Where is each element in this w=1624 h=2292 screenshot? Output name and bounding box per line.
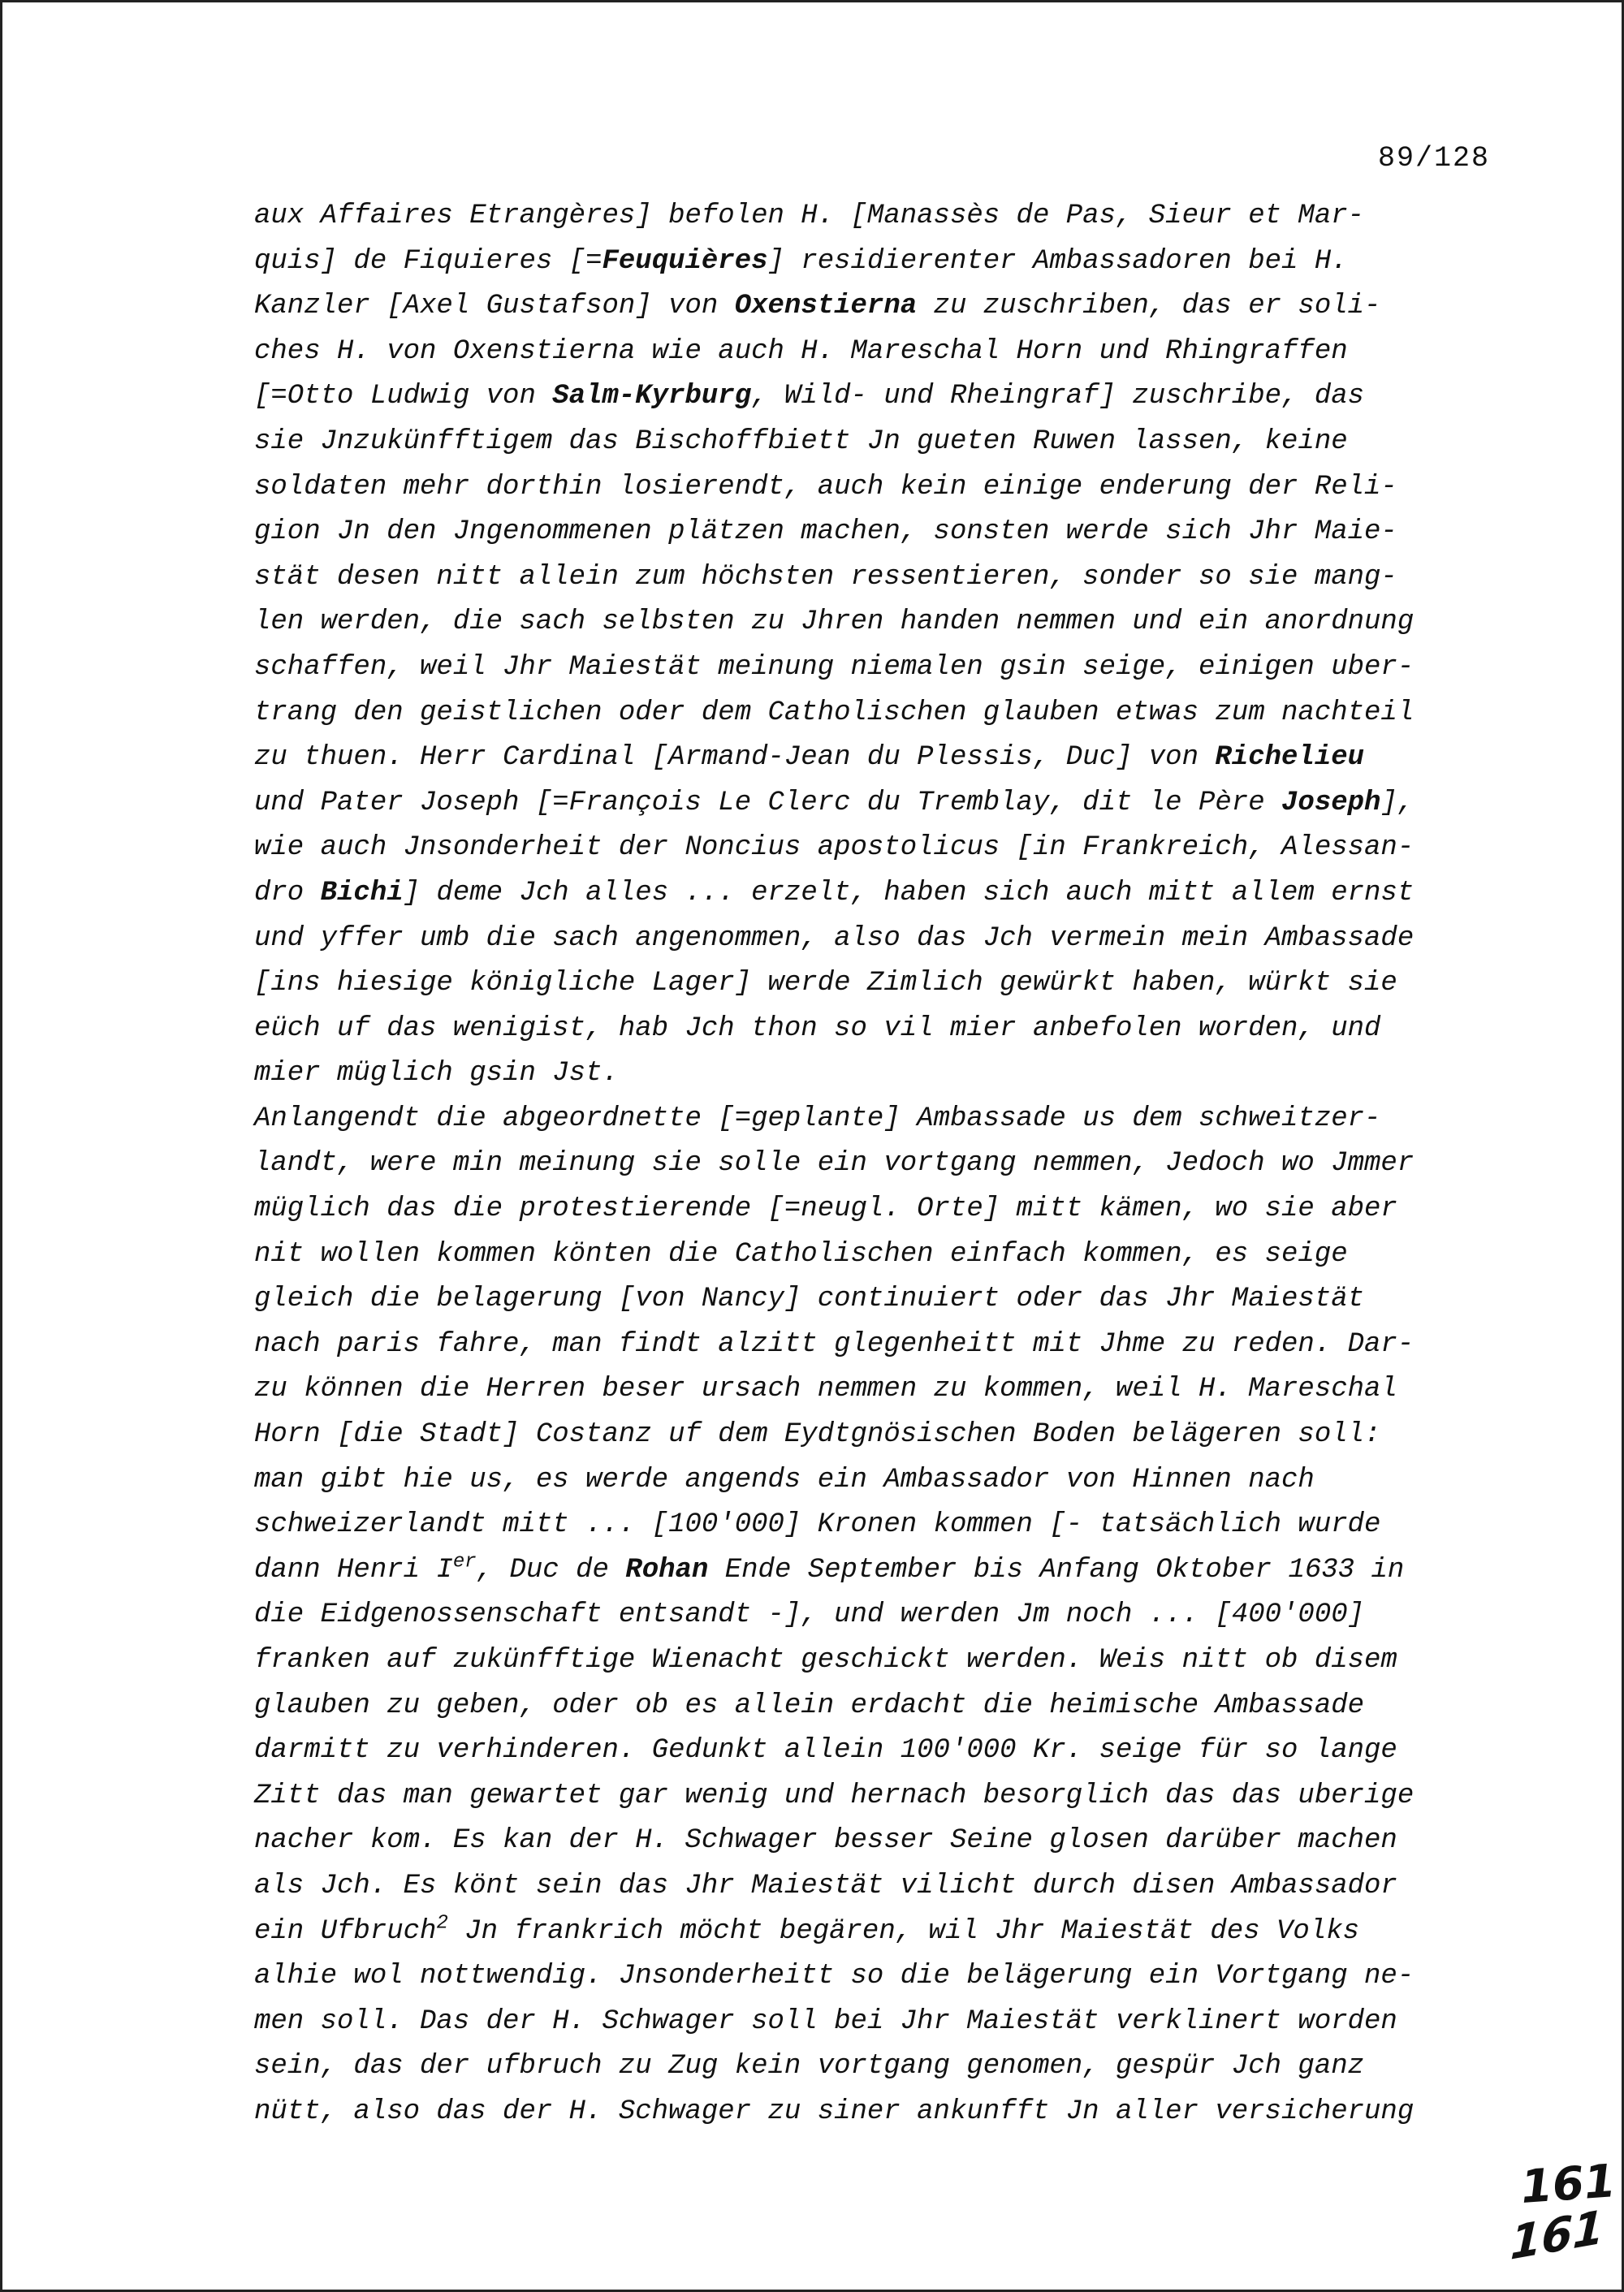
text-line — [254, 1503, 1505, 1548]
text-run: man gibt hie us, es werde angends ein Ambassador von Hinnen nach — [254, 1464, 1315, 1496]
text-run: mier müglich gsin Jst. — [254, 1058, 619, 1090]
text-run: ches H. von Oxenstierna wie auch H. Mareschal Horn und Rhingraffen — [254, 335, 1348, 367]
stamp-number-upper: 161 — [1518, 2155, 1618, 2214]
text-run: ], — [1380, 787, 1415, 818]
text-run: , Wild- und Rheingraf] zuschribe, das — [751, 381, 1365, 412]
text-line — [254, 1187, 1505, 1232]
text-line — [254, 871, 1505, 917]
text-line — [254, 1367, 1505, 1413]
text-run: soldaten mehr dorthin losierendt, auch kein einige enderung der Reli- — [254, 471, 1397, 503]
text-line — [254, 1910, 1505, 1955]
text-line — [254, 1458, 1505, 1504]
text-run: [=Otto Ludwig von — [254, 381, 553, 412]
text-run: trang den geistlichen oder dem Catholischen glauben etwas zum nachteil — [254, 697, 1415, 728]
text-line — [254, 330, 1505, 375]
bold-name: Salm-Kyrburg — [552, 381, 752, 412]
text-line — [254, 691, 1505, 736]
text-run: eüch uf das wenigist, hab Jch thon so vil mier anbefolen worden, und — [254, 1012, 1381, 1044]
text-run: Jn frankrich möcht begären, wil Jhr Maiestät des Volks — [447, 1915, 1360, 1947]
text-run: nit wollen kommen könten die Catholischen einfach kommen, es seige — [254, 1238, 1348, 1270]
text-run: darmitt zu verhinderen. Gedunkt allein 100'000 Kr. seige für so lange — [254, 1735, 1397, 1767]
text-line — [254, 510, 1505, 555]
text-line — [254, 2090, 1505, 2135]
text-line — [254, 1593, 1505, 1638]
text-run: nütt, also das der H. Schwager zu siner ankunfft Jn aller versicherung — [254, 2096, 1415, 2127]
text-run: alhie wol nottwendig. Jnsonderheitt so die belägerung ein Vortgang ne- — [254, 1961, 1415, 1992]
text-run: zu zuschriben, das er soli- — [917, 291, 1381, 322]
text-line — [254, 917, 1505, 962]
text-run: als Jch. Es könt sein das Jhr Maiestät vilicht durch disen Ambassador — [254, 1870, 1397, 1901]
text-line — [254, 465, 1505, 511]
text-line — [254, 1548, 1505, 1594]
archive-stamp — [1509, 2155, 1618, 2272]
bold-name: Feuquières — [602, 245, 768, 277]
text-line — [254, 240, 1505, 285]
text-line — [254, 284, 1505, 330]
text-line — [254, 781, 1505, 827]
text-run: ] deme Jch alles ... erzelt, haben sich auch mitt allem ernst — [403, 877, 1415, 909]
text-run: Kanzler [Axel Gustafson] von — [254, 291, 735, 322]
text-run: gion Jn den Jngenommenen plätzen machen, sonsten werde sich Jhr Maie- — [254, 516, 1397, 548]
text-line — [254, 600, 1505, 645]
text-run: und Pater Joseph [=François Le Clerc du Tremblay, dit le Père — [254, 787, 1282, 818]
text-run: glauben zu geben, oder ob es allein erdacht die heimische Ambassade — [254, 1690, 1365, 1721]
text-line — [254, 826, 1505, 871]
document-body — [254, 194, 1505, 2135]
text-line — [254, 1819, 1505, 1864]
text-run: Anlangendt die abgeordnette [=geplante] Ambassade us dem schweitzer- — [254, 1103, 1381, 1134]
text-line — [254, 1007, 1505, 1052]
text-run: Horn [die Stadt] Costanz uf dem Eydtgnösischen Boden belägeren soll: — [254, 1419, 1381, 1451]
text-line — [254, 555, 1505, 601]
text-line — [254, 1142, 1505, 1187]
text-run: die Eidgenossenschaft entsandt -], und werden Jm noch ... [400'000] — [254, 1599, 1365, 1631]
text-line — [254, 194, 1505, 240]
text-run: und yffer umb die sach angenommen, also das Jch vermein mein Ambassade — [254, 922, 1415, 954]
text-run: men soll. Das der H. Schwager soll bei Jhr Maiestät verklinert worden — [254, 2005, 1397, 2037]
text-line — [254, 736, 1505, 781]
bold-name: Bichi — [320, 877, 404, 909]
text-line — [254, 961, 1505, 1007]
text-run: quis] de Fiquieres [= — [254, 245, 603, 277]
text-line — [254, 1097, 1505, 1142]
text-line — [254, 645, 1505, 691]
stamp-number-lower: 161 — [1509, 2200, 1605, 2272]
text-run: dro — [254, 877, 321, 909]
bold-name: Rohan — [625, 1554, 709, 1586]
text-run: schaffen, weil Jhr Maiestät meinung niemalen gsin seige, einigen uber- — [254, 651, 1415, 683]
text-line — [254, 1729, 1505, 1774]
text-line — [254, 1323, 1505, 1368]
text-line — [254, 1413, 1505, 1458]
text-line — [254, 1774, 1505, 1819]
text-run: ] residierenter Ambassadoren bei H. — [767, 245, 1348, 277]
text-run: franken auf zukünfftige Wienacht geschickt werden. Weis nitt ob disem — [254, 1645, 1397, 1676]
text-run: sie Jnzukünfftigem das Bischoffbiett Jn gueten Ruwen lassen, keine — [254, 425, 1348, 457]
text-run: len werden, die sach selbsten zu Jhren handen nemmen und ein anordnung — [254, 606, 1415, 638]
bold-name: Oxenstierna — [734, 291, 918, 322]
text-line — [254, 2000, 1505, 2045]
text-line — [254, 1051, 1505, 1097]
text-run: , Duc de — [476, 1554, 626, 1586]
text-run: Zitt das man gewartet gar wenig und hernach besorglich das das uberige — [254, 1780, 1415, 1811]
text-line — [254, 1638, 1505, 1684]
text-line — [254, 1277, 1505, 1323]
text-run: nacher kom. Es kan der H. Schwager besser Seine glosen darüber machen — [254, 1825, 1397, 1857]
text-line — [254, 1954, 1505, 2000]
text-run: dann Henri I — [254, 1554, 453, 1586]
text-run: sein, das der ufbruch zu Zug kein vortgang genomen, gespür Jch ganz — [254, 2051, 1365, 2083]
text-run: nach paris fahre, man findt alzitt glegenheitt mit Jhme zu reden. Dar- — [254, 1328, 1415, 1360]
text-run: aux Affaires Etrangères] befolen H. [Manassès de Pas, Sieur et Mar- — [254, 201, 1365, 231]
text-run: schweizerlandt mitt ... [100'000] Kronen kommen [- tatsächlich wurde — [254, 1509, 1381, 1541]
text-line — [254, 374, 1505, 420]
text-line — [254, 1864, 1505, 1910]
superscript: er — [452, 1551, 477, 1573]
superscript: 2 — [436, 1912, 448, 1935]
bold-name: Richelieu — [1215, 742, 1365, 774]
text-run: [ins hiesige königliche Lager] werde Zimlich gewürkt haben, würkt sie — [254, 968, 1397, 999]
text-run: stät desen nitt allein zum höchsten ressentieren, sonder so sie mang- — [254, 561, 1397, 593]
text-run: zu thuen. Herr Cardinal [Armand-Jean du Plessis, Duc] von — [254, 742, 1216, 774]
text-run: müglich das die protestierende [=neugl. Orte] mitt kämen, wo sie aber — [254, 1193, 1397, 1225]
text-line — [254, 420, 1505, 465]
text-run: gleich die belagerung [von Nancy] continuiert oder das Jhr Maiestät — [254, 1284, 1365, 1315]
text-line — [254, 1232, 1505, 1278]
bold-name: Joseph — [1281, 787, 1381, 818]
text-run: landt, were min meinung sie solle ein vortgang nemmen, Jedoch wo Jmmer — [254, 1148, 1415, 1180]
text-run: wie auch Jnsonderheit der Noncius apostolicus [in Frankreich, Alessan- — [254, 832, 1415, 864]
page-number: 89/128 — [1377, 142, 1490, 175]
text-run: ein Ufbruch — [254, 1915, 437, 1947]
text-line — [254, 2044, 1505, 2090]
text-run: Ende September bis Anfang Oktober 1633 in — [708, 1554, 1405, 1586]
text-line — [254, 1684, 1505, 1729]
text-run: zu können die Herren beser ursach nemmen zu kommen, weil H. Mareschal — [254, 1374, 1397, 1405]
